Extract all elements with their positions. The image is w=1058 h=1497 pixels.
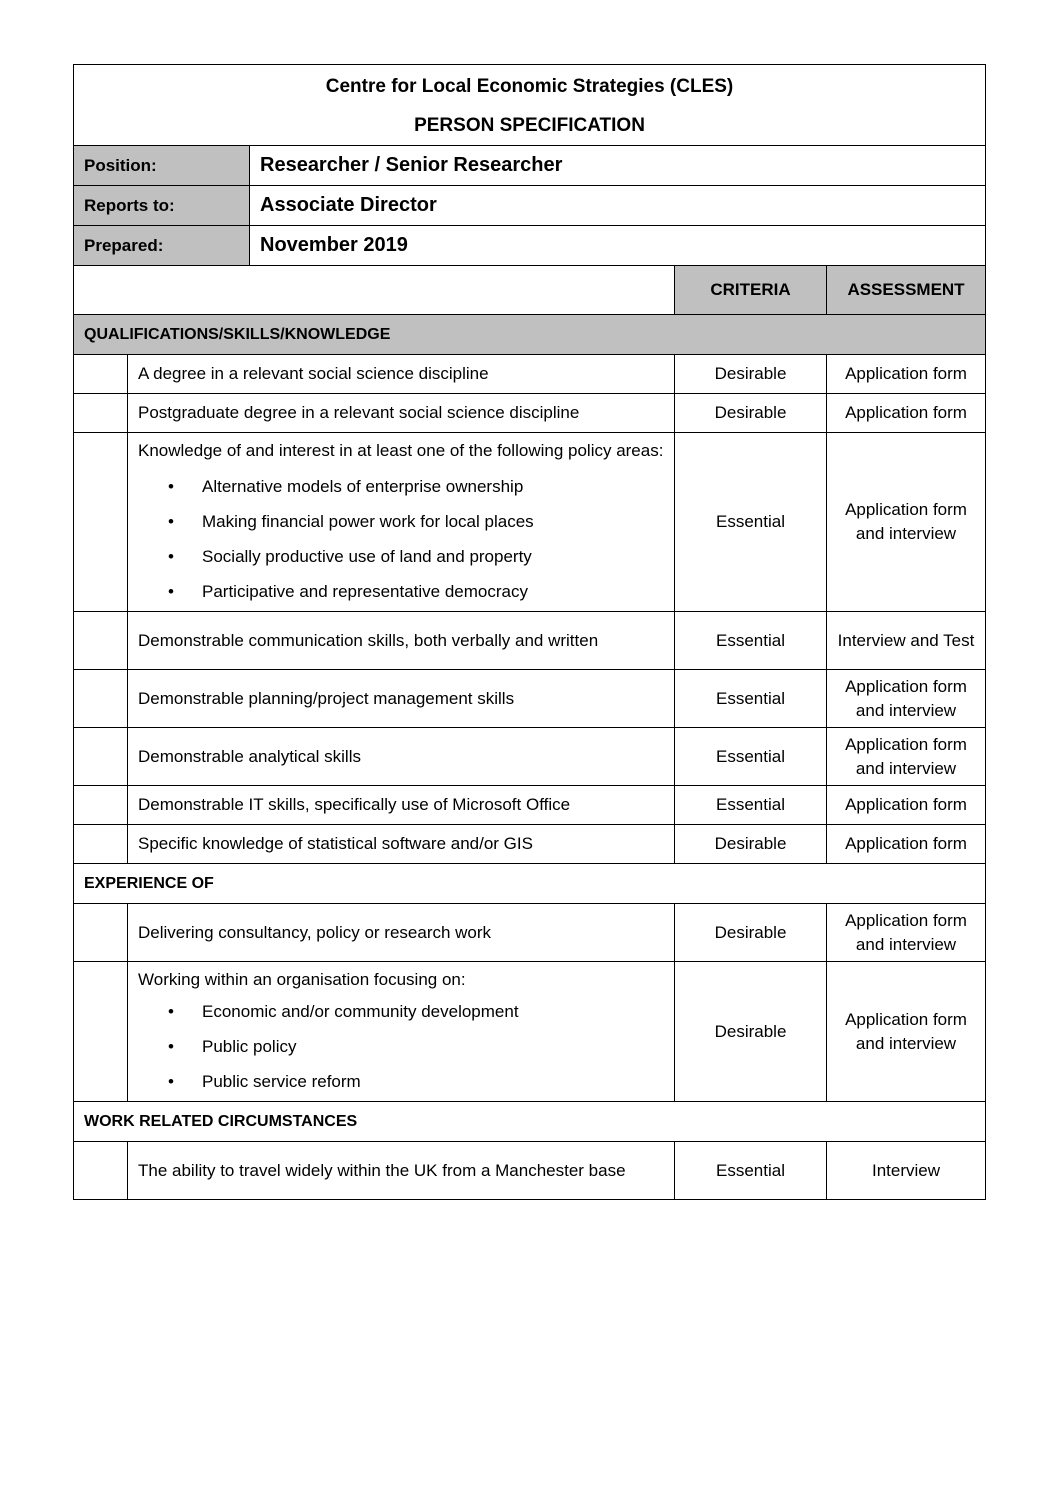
criteria-value: Essential: [675, 670, 827, 728]
criteria-value: Desirable: [675, 394, 827, 433]
requirement-text: Demonstrable planning/project management skills: [128, 670, 675, 728]
list-item: • Participative and representative democracy: [138, 574, 664, 609]
prepared-label: Prepared:: [74, 226, 250, 266]
criteria-value: Desirable: [675, 904, 827, 962]
table-row: [74, 962, 986, 1102]
blank-header-cell: [74, 266, 675, 315]
column-header-row: [74, 266, 986, 315]
section-title: QUALIFICATIONS/SKILLS/KNOWLEDGE: [74, 315, 986, 355]
criteria-value: Desirable: [675, 962, 827, 1102]
meta-row-prepared: [74, 226, 986, 266]
row-marker-cell: [74, 904, 128, 962]
row-marker-cell: [74, 962, 128, 1102]
assessment-value: Application form: [827, 786, 986, 825]
row-marker-cell: [74, 825, 128, 864]
section-header-work-circumstances: [74, 1102, 986, 1142]
assessment-value: Application form: [827, 825, 986, 864]
assessment-value: Application form and interview: [827, 962, 986, 1102]
requirement-text: Postgraduate degree in a relevant social science discipline: [128, 394, 675, 433]
criteria-value: Essential: [675, 1142, 827, 1200]
row-marker-cell: [74, 670, 128, 728]
person-specification-table: [73, 64, 986, 1200]
row-marker-cell: [74, 433, 128, 612]
organisation-focus-list: [138, 994, 664, 1099]
table-row: [74, 355, 986, 394]
requirement-text: The ability to travel widely within the UK from a Manchester base: [128, 1142, 675, 1200]
list-item: • Socially productive use of land and property: [138, 539, 664, 574]
requirement-cell: [128, 433, 675, 612]
organisation-name: Centre for Local Economic Strategies (CLES): [74, 65, 986, 108]
assessment-value: Application form and interview: [827, 728, 986, 786]
table-row: [74, 728, 986, 786]
criteria-column-header: CRITERIA: [675, 266, 827, 315]
assessment-value: Application form and interview: [827, 433, 986, 612]
requirement-text: Delivering consultancy, policy or research work: [128, 904, 675, 962]
table-row: [74, 612, 986, 670]
assessment-column-header: ASSESSMENT: [827, 266, 986, 315]
reports-to-label: Reports to:: [74, 186, 250, 226]
position-value: Researcher / Senior Researcher: [250, 146, 986, 186]
section-header-experience: [74, 864, 986, 904]
row-marker-cell: [74, 394, 128, 433]
title-row: [74, 65, 986, 108]
section-title: WORK RELATED CIRCUMSTANCES: [74, 1102, 986, 1142]
row-marker-cell: [74, 728, 128, 786]
requirement-text: Specific knowledge of statistical software and/or GIS: [128, 825, 675, 864]
assessment-value: Interview and Test: [827, 612, 986, 670]
policy-areas-list: [138, 469, 664, 609]
criteria-value: Essential: [675, 612, 827, 670]
requirement-text: Demonstrable communication skills, both verbally and written: [128, 612, 675, 670]
row-marker-cell: [74, 786, 128, 825]
row-marker-cell: [74, 355, 128, 394]
table-row: [74, 433, 986, 612]
document-title: PERSON SPECIFICATION: [74, 107, 986, 146]
assessment-value: Application form: [827, 355, 986, 394]
criteria-value: Essential: [675, 728, 827, 786]
reports-to-value: Associate Director: [250, 186, 986, 226]
assessment-value: Application form: [827, 394, 986, 433]
list-item: • Public service reform: [138, 1064, 664, 1099]
meta-row-position: [74, 146, 986, 186]
list-item: • Public policy: [138, 1029, 664, 1064]
list-item: • Making financial power work for local places: [138, 504, 664, 539]
meta-row-reports-to: [74, 186, 986, 226]
person-specification-document: [73, 64, 985, 1200]
criteria-value: Essential: [675, 786, 827, 825]
assessment-value: Application form and interview: [827, 670, 986, 728]
requirement-text: Demonstrable IT skills, specifically use of Microsoft Office: [128, 786, 675, 825]
table-row: [74, 670, 986, 728]
list-item: • Economic and/or community development: [138, 994, 664, 1029]
requirement-text: Knowledge of and interest in at least one of the following policy areas:: [138, 441, 664, 460]
table-row: [74, 904, 986, 962]
list-item: • Alternative models of enterprise ownership: [138, 469, 664, 504]
table-row: [74, 394, 986, 433]
position-label: Position:: [74, 146, 250, 186]
subtitle-row: [74, 107, 986, 146]
section-header-qualifications: [74, 315, 986, 355]
assessment-value: Interview: [827, 1142, 986, 1200]
assessment-value: Application form and interview: [827, 904, 986, 962]
row-marker-cell: [74, 1142, 128, 1200]
criteria-value: Essential: [675, 433, 827, 612]
table-row: [74, 1142, 986, 1200]
requirement-text: Working within an organisation focusing on:: [138, 970, 466, 989]
prepared-value: November 2019: [250, 226, 986, 266]
requirement-text: A degree in a relevant social science discipline: [128, 355, 675, 394]
criteria-value: Desirable: [675, 825, 827, 864]
table-row: [74, 825, 986, 864]
criteria-value: Desirable: [675, 355, 827, 394]
section-title: EXPERIENCE OF: [74, 864, 986, 904]
requirement-text: Demonstrable analytical skills: [128, 728, 675, 786]
table-row: [74, 786, 986, 825]
requirement-cell: [128, 962, 675, 1102]
row-marker-cell: [74, 612, 128, 670]
